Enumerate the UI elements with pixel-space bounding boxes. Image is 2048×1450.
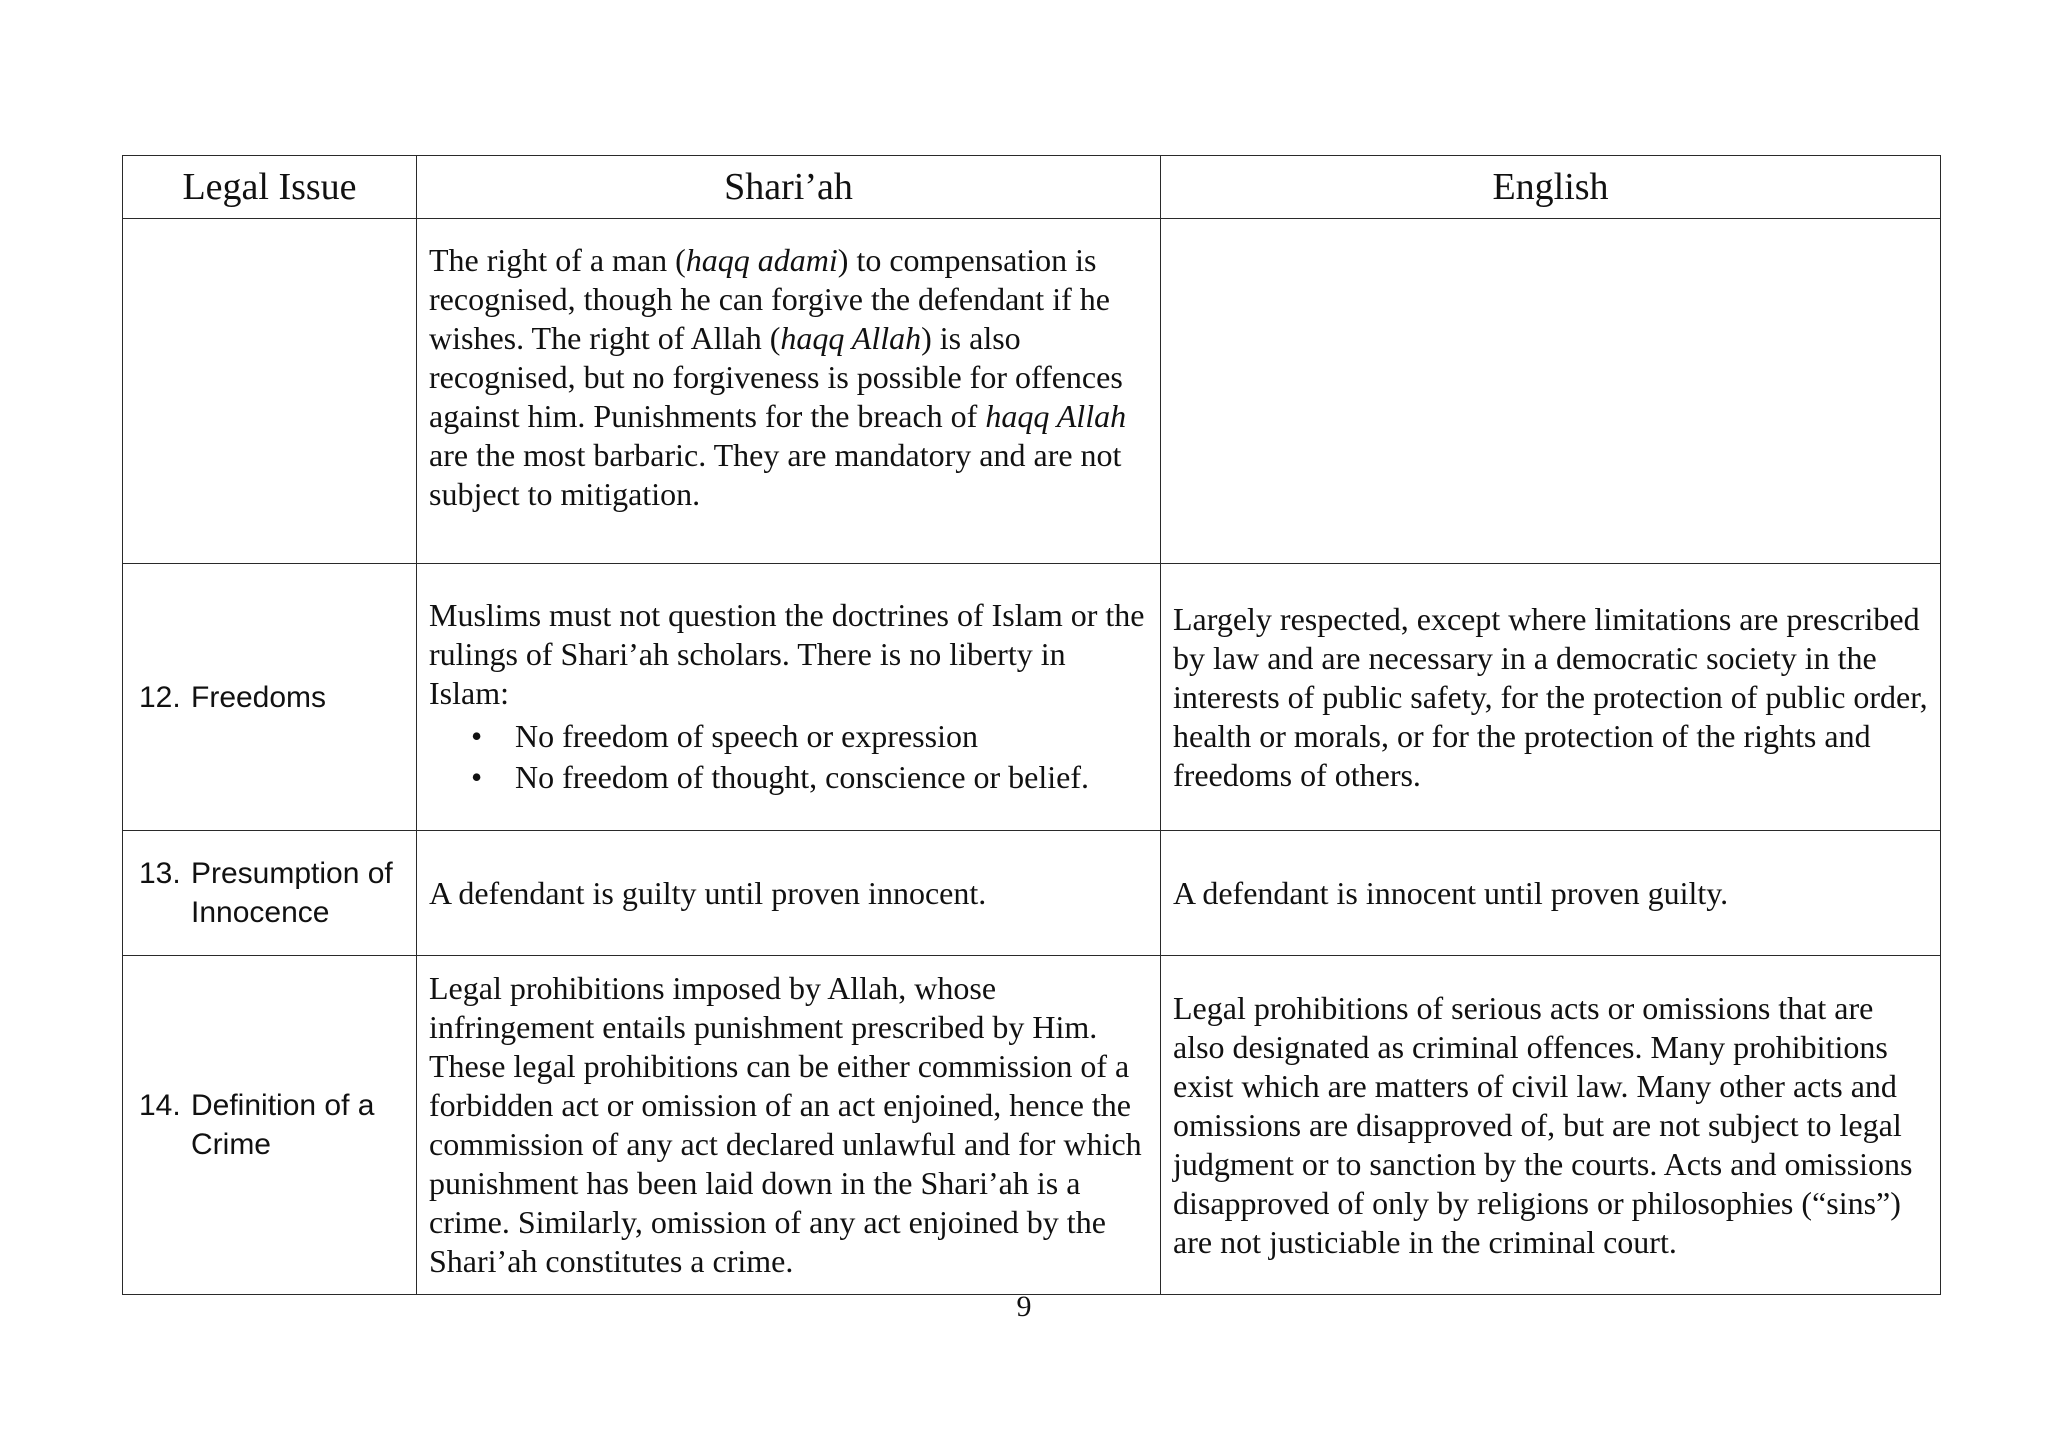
bullet-icon: •	[471, 717, 483, 754]
shariah-cell	[417, 564, 1161, 831]
bullet-list	[429, 717, 1148, 797]
term-haqq-allah: haqq Allah	[780, 320, 922, 356]
table-row-crime	[123, 956, 1941, 1295]
table-row-presumption	[123, 831, 1941, 956]
english-cell: A defendant is innocent until proven guilty.	[1161, 831, 1941, 956]
bullet-text: No freedom of speech or expression	[515, 717, 978, 754]
shariah-intro: Muslims must not question the doctrines of Islam or the rulings of Shari’ah scholars. There is no liberty in Islam:	[429, 596, 1145, 711]
issue-cell	[123, 564, 417, 831]
shariah-cell: A defendant is guilty until proven innocent.	[417, 831, 1161, 956]
english-cell	[1161, 219, 1941, 564]
issue-number: 12.	[139, 680, 181, 714]
issue-cell	[123, 831, 417, 956]
issue-cell	[123, 956, 417, 1295]
shariah-text: The right of a man (	[429, 242, 686, 278]
header-shariah: Shari’ah	[417, 156, 1161, 219]
term-haqq-adami: haqq adami	[685, 242, 838, 278]
shariah-text: are the most barbaric. They are mandatory and are not subject to mitigation.	[429, 437, 1122, 512]
list-item	[465, 717, 1148, 756]
issue-title: Definition of a Crime	[191, 1089, 375, 1161]
term-haqq-allah: haqq Allah	[985, 398, 1127, 434]
table-row-freedoms	[123, 564, 1941, 831]
list-item	[465, 758, 1148, 797]
table-row-continuation	[123, 219, 1941, 564]
header-row	[123, 156, 1941, 219]
issue-cell-empty	[123, 219, 417, 564]
header-english: English	[1161, 156, 1941, 219]
shariah-cell	[417, 219, 1161, 564]
issue-title: Freedoms	[191, 680, 327, 714]
comparison-table	[122, 155, 1941, 1295]
issue-number: 14.	[139, 1089, 181, 1122]
shariah-text: ) is also recognised, but no forgiveness is possible for offences against him. Punishments for the breach of	[429, 320, 1123, 434]
shariah-cell: Legal prohibitions imposed by Allah, whose infringement entails punishment prescribed by Him. These legal prohibitions can be either commission of a forbidden act or omission of an act enjoined, hence the commission of any act declared unlawful and for which punishment has been laid down in the Shari’ah is a crime. Similarly, omission of any act enjoined by the Shari’ah constitutes a crime.	[417, 956, 1161, 1295]
issue-title: Presumption of Innocence	[191, 857, 393, 929]
english-cell: Largely respected, except where limitations are prescribed by law and are necessary in a democratic society in the interests of public safety, for the protection of public order, health or morals, or for the protection of the rights and freedoms of others.	[1161, 564, 1941, 831]
issue-number: 13.	[139, 857, 181, 890]
shariah-text: ) to compensation is recognised, though he can forgive the defendant if he wishes. The right of Allah (	[429, 242, 1110, 356]
bullet-icon: •	[471, 758, 483, 795]
bullet-text: No freedom of thought, conscience or belief.	[515, 758, 1090, 795]
header-legal-issue: Legal Issue	[123, 156, 417, 219]
page-number: 9	[1016, 1290, 1032, 1323]
english-cell: Legal prohibitions of serious acts or omissions that are also designated as criminal offences. Many prohibitions exist which are matters of civil law. Many other acts and omissions are disapproved of, but are not subject to legal judgment or to sanction by the courts. Acts and omissions disapproved of only by religions or philosophies (“sins”) are not justiciable in the criminal court.	[1161, 956, 1941, 1295]
